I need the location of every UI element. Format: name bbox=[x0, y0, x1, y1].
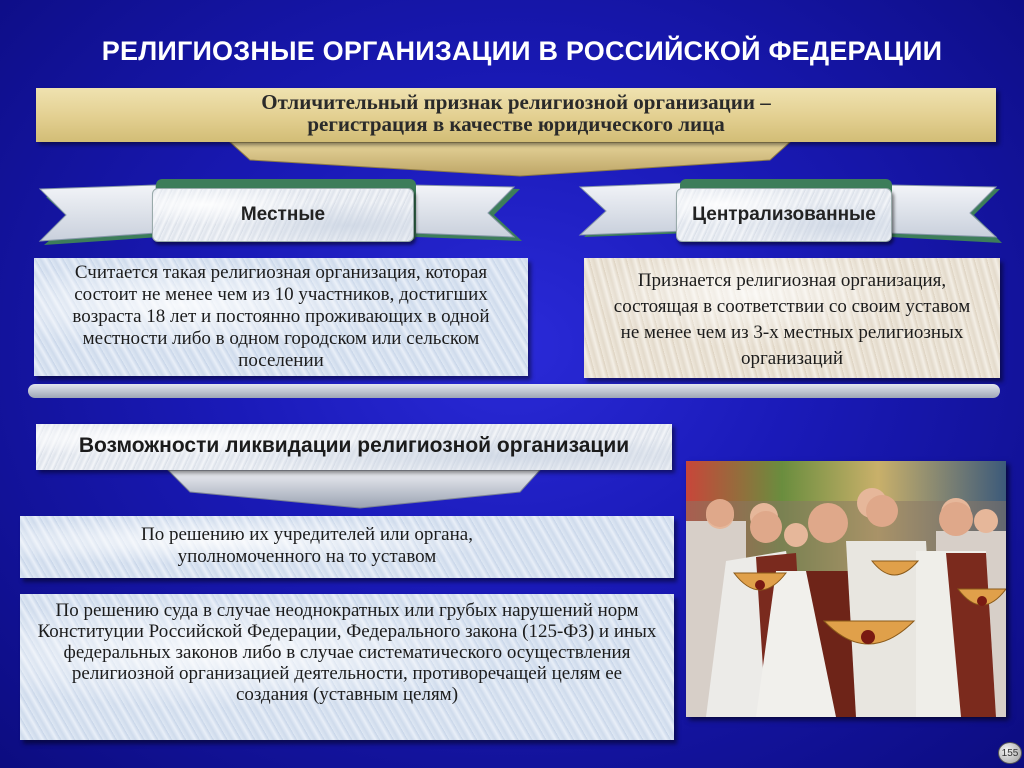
liquidation-option-1: По решению их учредителей или органа, уполномоченного на то уставом bbox=[20, 516, 674, 578]
slide-title: РЕЛИГИОЗНЫЕ ОРГАНИЗАЦИИ В РОССИЙСКОЙ ФЕДЕРАЦИИ bbox=[101, 36, 943, 66]
feature-line-2: регистрация в качестве юридического лица bbox=[307, 112, 725, 136]
local-label-text: Местные bbox=[240, 204, 326, 225]
central-label bbox=[676, 188, 892, 242]
divider-bar bbox=[28, 384, 1000, 398]
liquidation-option-2: По решению суда в случае неоднократных или грубых нарушений норм Конституции Российской Федерации, Федерального закона (125-ФЗ) и иных федеральных законов либо в случае систематического осуществления религиозной организацией деятельности, противоречащей целям ее создания (уставным целям) bbox=[20, 594, 674, 740]
feature-banner bbox=[36, 88, 996, 142]
monks-photo bbox=[686, 461, 1006, 717]
central-description: Признается религиозная организация, состоящая в соответствии со своим уставом не менее чем из 3-х местных религиозных организаций bbox=[584, 258, 1000, 378]
page-number: 155 bbox=[998, 742, 1022, 764]
liquidation-title: Возможности ликвидации религиозной организации bbox=[36, 424, 672, 470]
feature-line-1: Отличительный признак религиозной организации – bbox=[261, 90, 771, 114]
local-description: Считается такая религиозная организация, которая состоит не менее чем из 10 участников, достигших возраста 18 лет и постоянно проживающих в одной местности либо в одном городском или сельском поселении bbox=[34, 258, 528, 376]
central-label-text: Централизованные bbox=[692, 204, 876, 225]
local-label bbox=[152, 188, 414, 242]
